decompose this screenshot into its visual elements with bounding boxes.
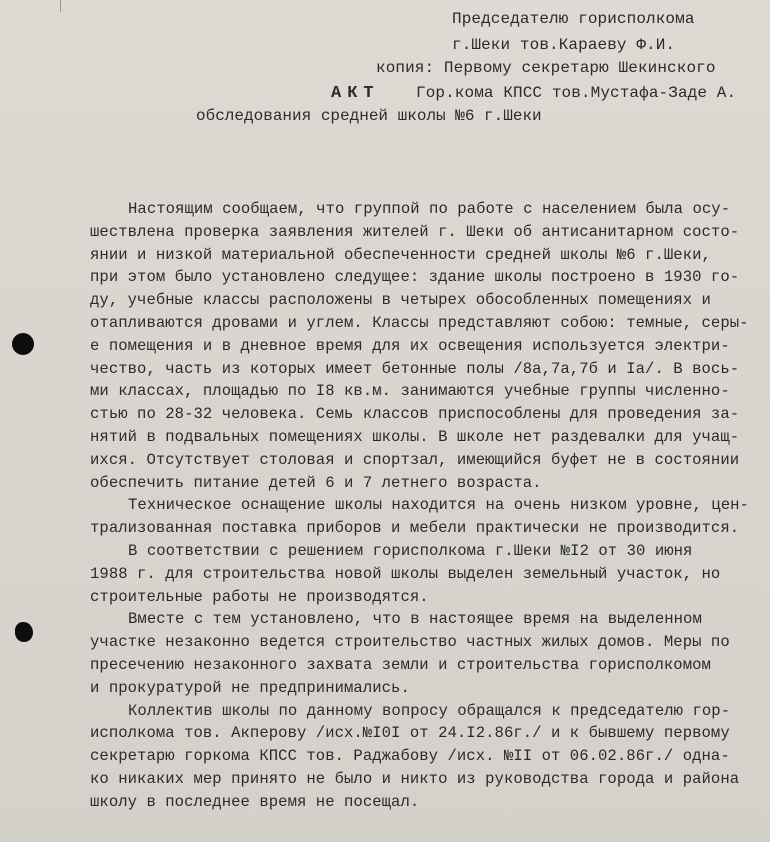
body-line: ми классах, площадью по I8 кв.м. занимаются учебные группы численно- <box>90 382 730 401</box>
body-line: В соответствии с решением горисполкома г.Шеки №I2 от 30 июня <box>128 541 693 560</box>
body-line: обеспечить питание детей 6 и 7 летнего возраста. <box>90 473 542 492</box>
act-title: АКТ <box>331 84 380 103</box>
body-line: Вместе с тем установлено, что в настоящее время на выделенном <box>128 610 702 629</box>
body-line: участке незаконно ведется строительство частных жилых домов. Меры по <box>90 633 730 652</box>
addressee-line-1: Председателю горисполкома <box>452 10 695 28</box>
body-line: 1988 г. для строительства новой школы выделен земельный участок, но <box>90 564 721 583</box>
body-line: стью по 28-32 человека. Семь классов приспособлены для проведения за- <box>90 405 740 424</box>
body-line: отапливаются дровами и углем. Классы представляют собою: темные, серы- <box>90 313 749 332</box>
document-body <box>90 198 750 814</box>
body-line: школу в последнее время не посещал. <box>90 792 420 811</box>
body-line: трализованная поставка приборов и мебели практически не производится. <box>90 519 740 538</box>
body-line: Настоящим сообщаем, что группой по работе с населением была осу- <box>128 200 731 218</box>
body-line: и прокуратурой не предпринимались. <box>90 678 410 697</box>
body-line: Коллектив школы по данному вопросу обращался к председателю гор- <box>128 701 731 720</box>
copy-line-2: Гор.кома КПСС тов.Мустафа-Заде А. <box>416 84 737 102</box>
body-line: нятий в подвальных помещениях школы. В школе нет раздевалки для учащ- <box>90 427 740 446</box>
body-line: е помещения и в дневное время для их освещения используется электри- <box>90 336 730 355</box>
paper-fold-mark <box>60 0 61 12</box>
body-line: пресечению незаконного захвата земли и строительства горисполкомом <box>90 655 711 674</box>
body-line: исполкома тов. Акперову /исх.№I0I от 24.I2.86г./ и к бывшему первому <box>90 724 730 743</box>
punch-hole-top <box>12 333 34 355</box>
addressee-line-2: г.Шеки тов.Караеву Ф.И. <box>452 36 676 54</box>
copy-line-1: копия: Первому секретарю Шекинского <box>376 59 716 77</box>
body-line: ду, учебные классы расположены в четырех обособленных помещениях и <box>90 291 711 310</box>
body-line: ихся. Отсутствует столовая и спортзал, имеющийся буфет не в состоянии <box>90 450 740 469</box>
body-line: шествлена проверка заявления жителей г. Шеки об антисанитарном состо- <box>90 222 740 241</box>
body-line: ко никаких мер принято не было и никто из руководства города и района <box>90 769 740 788</box>
punch-hole-bottom <box>15 622 33 642</box>
body-line: Техническое оснащение школы находится на очень низком уровне, цен- <box>128 496 749 515</box>
act-subtitle: обследования средней школы №6 г.Шеки <box>196 107 542 125</box>
body-line: при этом было установлено следущее: здание школы построено в 1930 го- <box>90 268 740 287</box>
body-line: строительные работы не производятся. <box>90 587 429 606</box>
body-line: янии и низкой материальной обеспеченности средней школы №6 г.Шеки, <box>90 245 711 264</box>
body-line: секретарю горкома КПСС тов. Раджабову /исх. №II от 06.02.86г./ одна- <box>90 747 730 766</box>
body-line: чество, часть из которых имеет бетонные полы /8а,7а,7б и Iа/. В вось- <box>90 359 740 378</box>
